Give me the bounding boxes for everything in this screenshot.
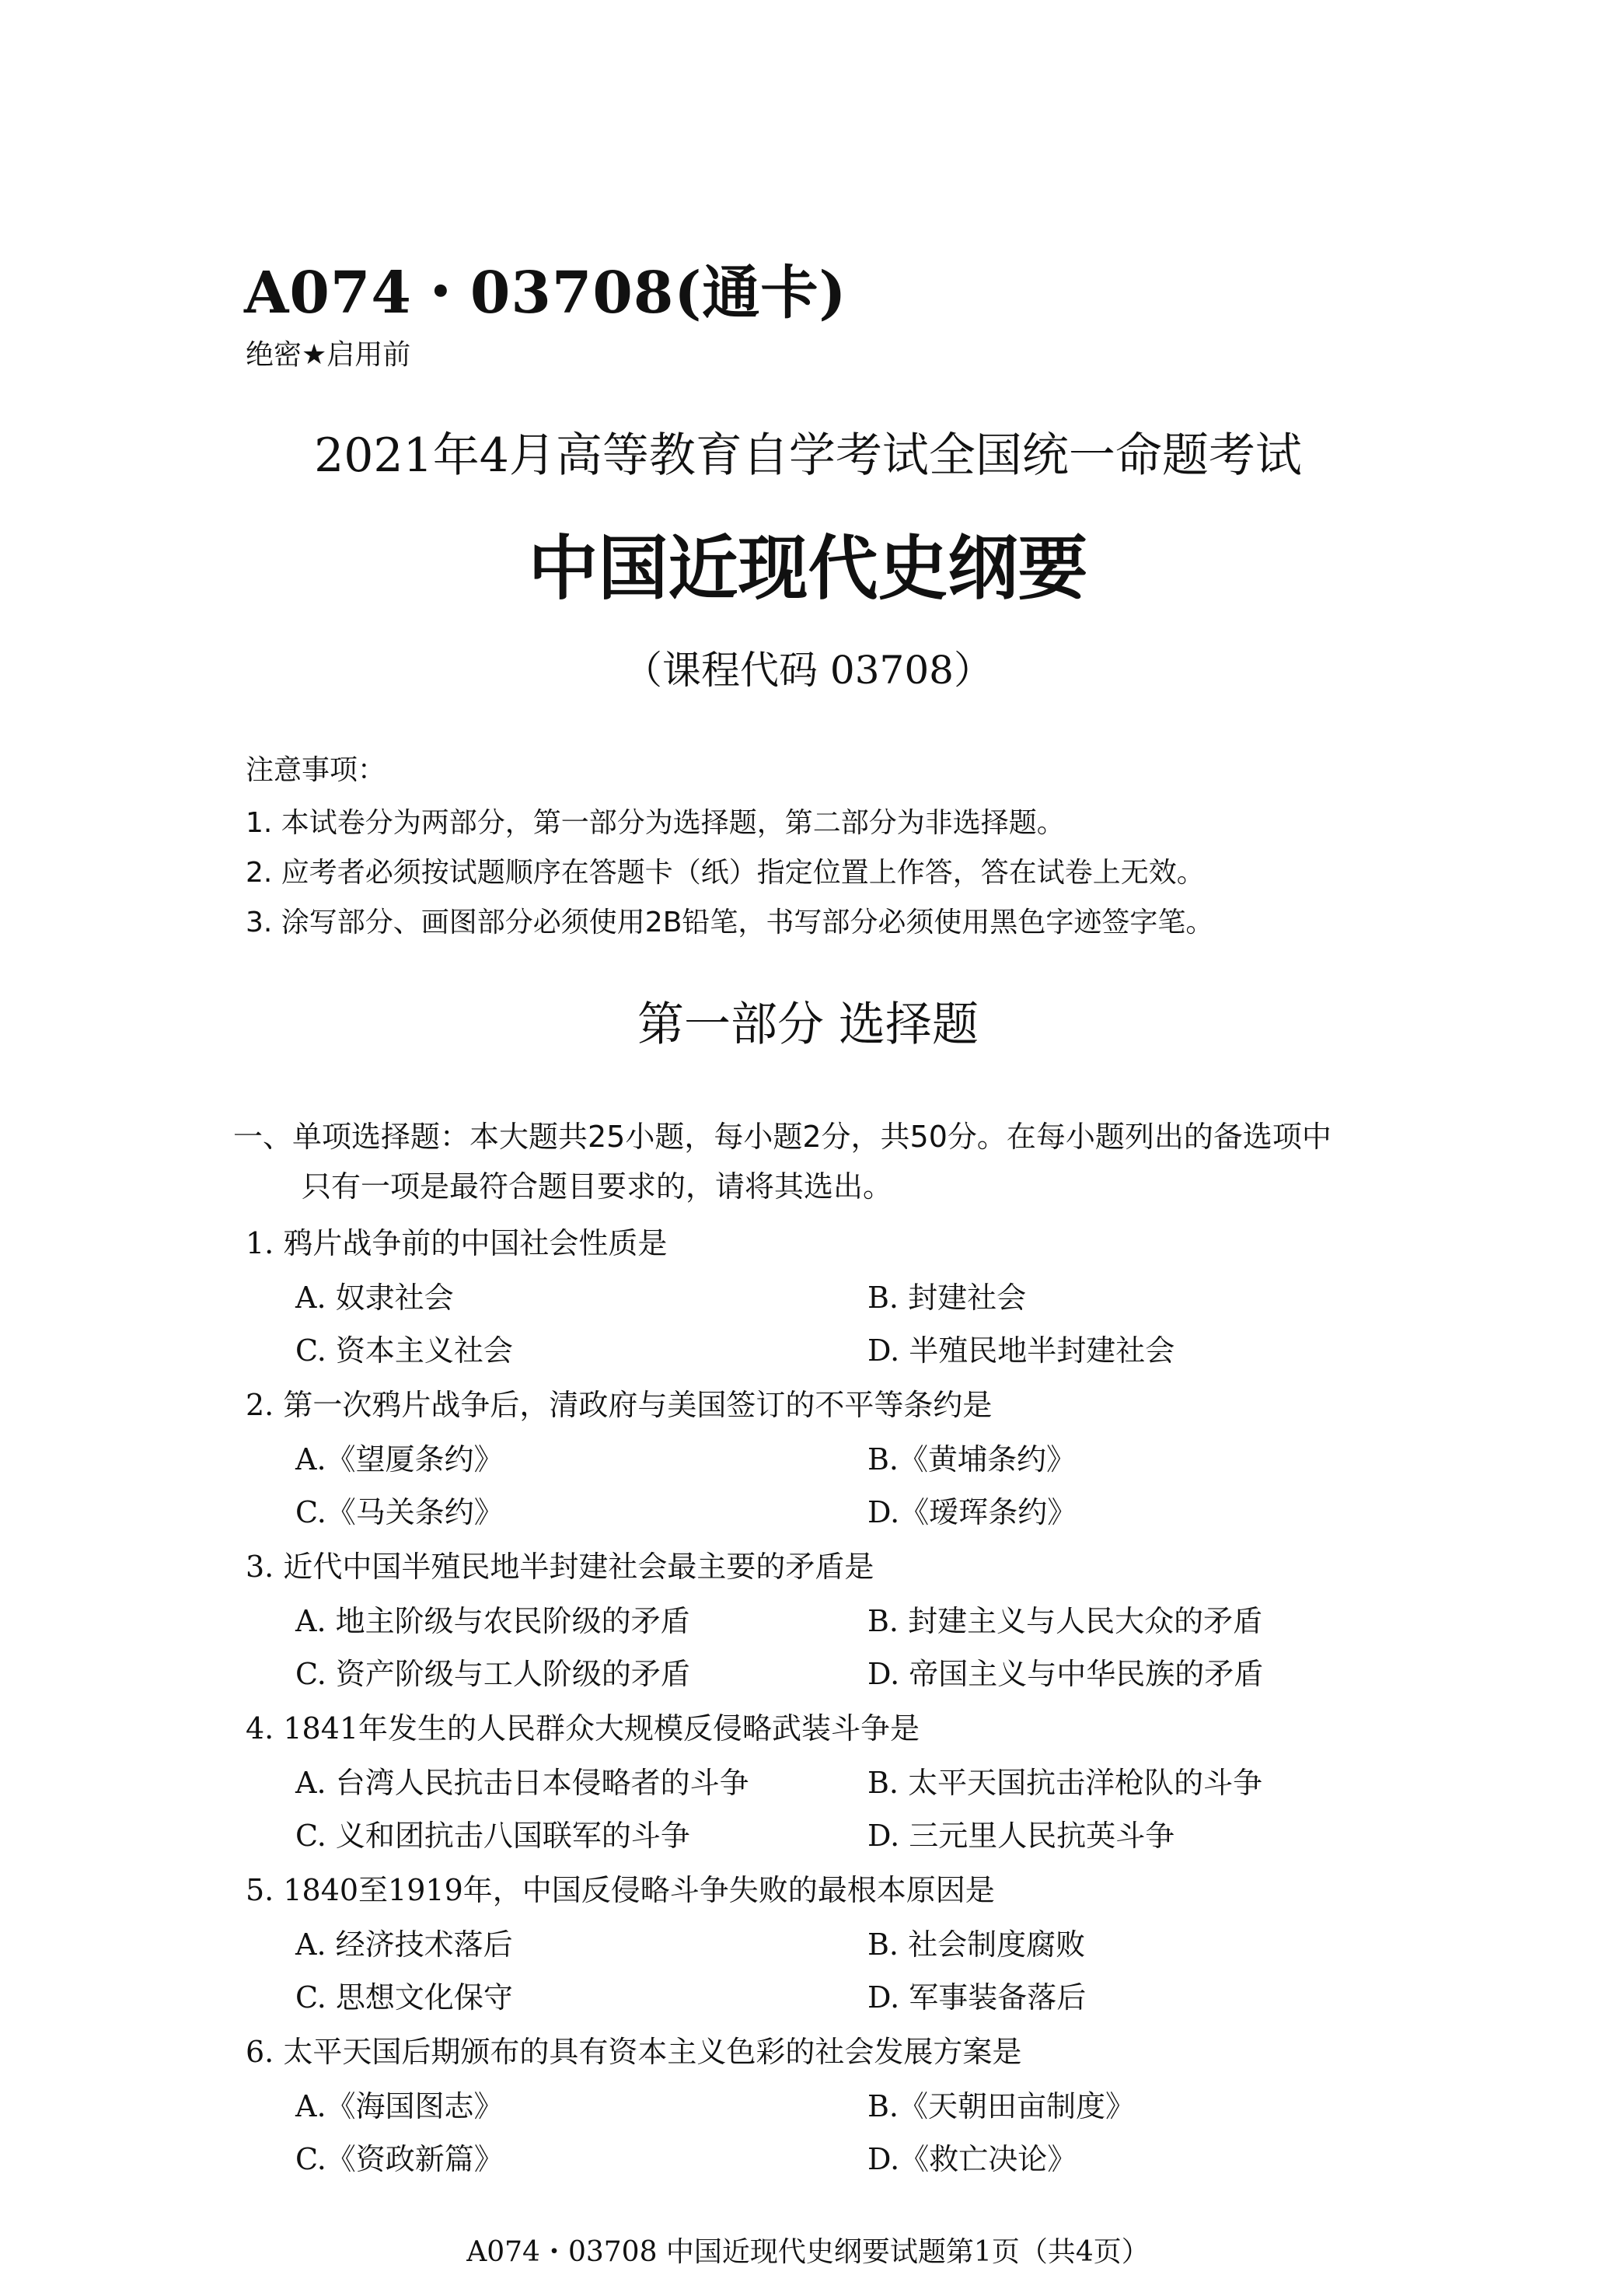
- option-d: D. 帝国主义与中华民族的矛盾: [867, 1657, 1264, 1691]
- option-b: B.《黄埔条约》: [867, 1442, 1077, 1476]
- option-a: A.《海国图志》: [295, 2089, 504, 2123]
- question-stem: 3. 近代中国半殖民地半封建社会最主要的矛盾是: [246, 1550, 874, 1584]
- option-d: D. 半殖民地半封建社会: [867, 1333, 1175, 1368]
- option-c: C. 资产阶级与工人阶级的矛盾: [295, 1657, 690, 1691]
- option-a: A. 奴隶社会: [295, 1281, 454, 1315]
- option-c: C. 义和团抗击八国联军的斗争: [295, 1819, 690, 1853]
- option-c: C. 资本主义社会: [295, 1333, 513, 1368]
- option-a: A. 经济技术落后: [295, 1927, 513, 1962]
- option-a: A.《望厦条约》: [295, 1442, 504, 1476]
- course-code: （课程代码 03708）: [623, 648, 993, 693]
- question-stem: 5. 1840至1919年，中国反侵略斗争失败的最根本原因是: [246, 1873, 995, 1907]
- option-b: B. 封建主义与人民大众的矛盾: [867, 1604, 1263, 1638]
- option-b: B.《天朝田亩制度》: [867, 2089, 1136, 2123]
- note-item: 2. 应考者必须按试题顺序在答题卡（纸）指定位置上作答，答在试卷上无效。: [246, 857, 1205, 889]
- paper-code-header: A074・03708(通卡): [244, 260, 847, 327]
- part-title: 第一部分 选择题: [637, 998, 979, 1052]
- note-item: 3. 涂写部分、画图部分必须使用2B铅笔，书写部分必须使用黑色字迹签字笔。: [246, 907, 1214, 938]
- option-b: B. 封建社会: [867, 1281, 1027, 1315]
- option-c: C. 思想文化保守: [295, 1980, 513, 2015]
- option-b: B. 太平天国抗击洋枪队的斗争: [867, 1766, 1263, 1800]
- question-stem: 2. 第一次鸦片战争后，清政府与美国签订的不平等条约是: [246, 1388, 993, 1422]
- option-d: D. 三元里人民抗英斗争: [867, 1819, 1175, 1853]
- section-heading-line: 只有一项是最符合题目要求的，请将其选出。: [302, 1169, 893, 1204]
- exam-title: 2021年4月高等教育自学考试全国统一命题考试: [314, 428, 1302, 483]
- option-a: A. 台湾人民抗击日本侵略者的斗争: [295, 1766, 749, 1800]
- option-d: D. 军事装备落后: [867, 1980, 1087, 2015]
- page-footer: A074・03708 中国近现代史纲要试题第1页（共4页）: [466, 2236, 1150, 2268]
- notes-title: 注意事项：: [246, 754, 386, 786]
- confidential-label: 绝密★启用前: [246, 339, 411, 371]
- option-b: B. 社会制度腐败: [867, 1927, 1086, 1962]
- question-stem: 6. 太平天国后期颁布的具有资本主义色彩的社会发展方案是: [246, 2035, 1022, 2069]
- section-heading: [233, 1112, 1446, 1211]
- section-heading-line: 一、单项选择题：本大题共25小题，每小题2分，共50分。在每小题列出的备选项中: [233, 1120, 1332, 1154]
- question-stem: 1. 鸦片战争前的中国社会性质是: [246, 1226, 668, 1260]
- option-c: C.《资政新篇》: [295, 2142, 504, 2176]
- question-stem: 4. 1841年发生的人民群众大规模反侵略武装斗争是: [246, 1711, 920, 1746]
- note-item: 1. 本试卷分为两部分，第一部分为选择题，第二部分为非选择题。: [246, 807, 1065, 839]
- option-a: A. 地主阶级与农民阶级的矛盾: [295, 1604, 690, 1638]
- subject-title: 中国近现代史纲要: [528, 528, 1088, 610]
- option-d: D.《救亡决论》: [867, 2142, 1077, 2176]
- option-d: D.《瑷珲条约》: [867, 1495, 1077, 1529]
- option-c: C.《马关条约》: [295, 1495, 504, 1529]
